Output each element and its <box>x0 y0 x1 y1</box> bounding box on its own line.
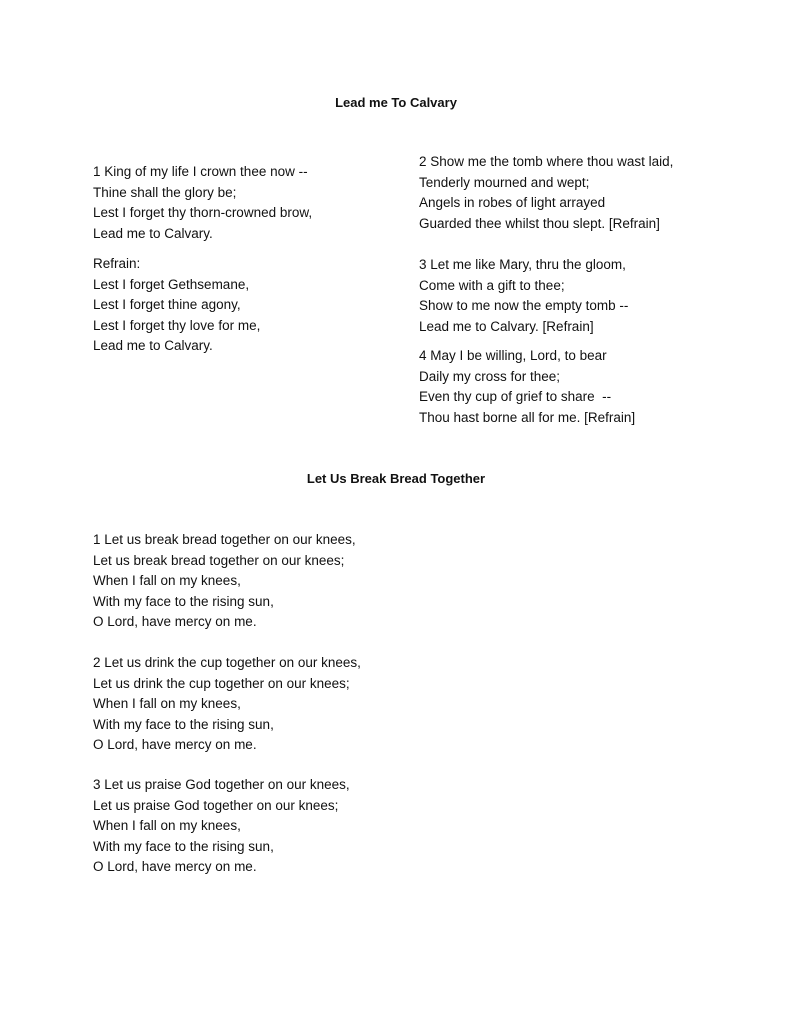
stanza-2 <box>419 152 673 234</box>
hymn-title-lead-me-to-calvary: Lead me To Calvary <box>335 95 457 110</box>
lyric-line: O Lord, have mercy on me. <box>93 859 257 874</box>
lyric-line: Lead me to Calvary. <box>93 338 213 353</box>
stanza-3 <box>93 775 350 878</box>
lyric-line: Guarded thee whilst thou slept. [Refrain] <box>419 215 660 231</box>
stanza-4 <box>419 346 635 428</box>
lyric-line: When I fall on my knees, <box>93 818 241 833</box>
lyric-line: When I fall on my knees, <box>93 696 241 711</box>
lyric-line: Lest I forget thy love for me, <box>93 317 261 333</box>
lyric-line: O Lord, have mercy on me. <box>93 737 257 752</box>
stanza-1 <box>93 530 356 633</box>
refrain-label: Refrain: <box>93 256 141 271</box>
lyric-line: Thou hast borne all for me. [Refrain] <box>419 409 636 425</box>
lyric-line: Let us drink the cup together on our knees; <box>93 675 350 691</box>
lyric-line: Lest I forget thy thorn-crowned brow, <box>93 205 313 220</box>
lyric-line: 1 Let us break bread together on our knees, <box>93 532 356 547</box>
hymn-title-let-us-break-bread-together: Let Us Break Bread Together <box>306 471 486 486</box>
lyric-line: Show to me now the empty tomb -- <box>419 298 629 313</box>
lyric-line: With my face to the rising sun, <box>93 593 274 609</box>
stanza-2 <box>93 653 361 756</box>
lyric-line: With my face to the rising sun, <box>93 716 274 732</box>
lyric-line: Angels in robes of light arrayed <box>419 195 606 210</box>
lyric-line: Lead me to Calvary. <box>93 225 213 241</box>
lyric-line: 1 King of my life I crown thee now -- <box>93 164 308 179</box>
stanza-3 <box>419 255 628 337</box>
lyric-line: Lead me to Calvary. [Refrain] <box>419 318 594 334</box>
stanza-1 <box>93 162 312 244</box>
lyric-line: Lest I forget thine agony, <box>93 297 241 312</box>
lyric-line: 3 Let me like Mary, thru the gloom, <box>419 257 626 272</box>
refrain <box>93 254 260 357</box>
lyric-line: Lest I forget Gethsemane, <box>93 276 250 292</box>
lyric-line: With my face to the rising sun, <box>93 838 274 854</box>
lyric-line: When I fall on my knees, <box>93 573 241 588</box>
lyric-line: Even thy cup of grief to share -- <box>419 389 612 404</box>
lyric-line: O Lord, have mercy on me. <box>93 614 257 629</box>
lyric-line: Let us break bread together on our knees; <box>93 552 345 568</box>
lyric-line: Thine shall the glory be; <box>93 184 237 200</box>
lyric-line: Let us praise God together on our knees; <box>93 797 339 813</box>
lyric-line: Tenderly mourned and wept; <box>419 174 590 190</box>
lyric-line: 2 Let us drink the cup together on our knees, <box>93 655 361 670</box>
lyric-line: 4 May I be willing, Lord, to bear <box>419 348 607 363</box>
lyric-line: 2 Show me the tomb where thou wast laid, <box>419 154 674 169</box>
lyric-line: 3 Let us praise God together on our knees, <box>93 777 350 792</box>
lyric-line: Come with a gift to thee; <box>419 277 565 293</box>
lyric-line: Daily my cross for thee; <box>419 368 561 384</box>
